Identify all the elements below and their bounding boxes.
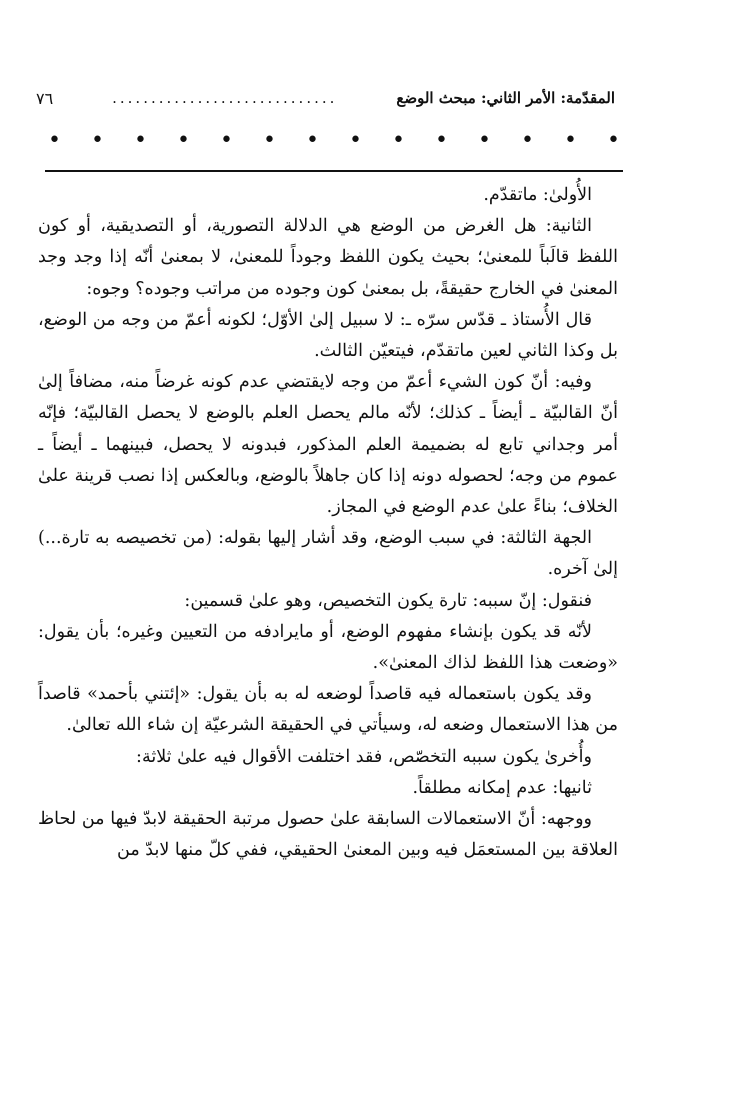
ornament-dot: • [91, 128, 104, 153]
ornament-dot: • [134, 128, 147, 153]
ornament-dot: • [263, 128, 276, 153]
body-paragraph: ووجهه: أنّ الاستعمالات السابقة علىٰ حصول مرتبة الحقيقة لابدّ فيها من لحاظ العلاقة بين المستعمَل فيه وبين المعنىٰ الحقيقي، ففي كلّ منها لابدّ من [38, 809, 618, 861]
header-rule [45, 170, 623, 172]
ornament-dot: • [521, 128, 534, 153]
page-number: ٧٦ [36, 88, 54, 108]
ornament-row [48, 126, 620, 156]
body-paragraph: وفيه: أنّ كون الشيء أعمّ من وجه لايقتضي عدم كونه غرضاً منه، مضافاً إلىٰ أنّ القالبيّة ـ أيضاً ـ كذلك؛ لأنّه مالم يحصل العلم بالوضع لا يحصل القالبيّة؛ فإنّه أمر وجداني تابع له بضميمة العلم المذكور، فبدونه لا يحصل، فبينهما ـ أيضاً ـ عموم من وجه؛ لحصوله دونه إذا كان جاهلاً بالوضع، وبالعكس إذا نصب قرينة علىٰ الخلاف؛ بناءً علىٰ عدم الوضع في المجاز. [38, 372, 618, 518]
body-paragraph: لأنّه قد يكون بإنشاء مفهوم الوضع، أو مايرادفه من التعيين وغيره؛ بأن يقول: «وضعت هذا اللفظ لذاك المعنىٰ». [38, 621, 618, 674]
running-title: المقدّمة: الأمر الثاني: مبحث الوضع [396, 89, 615, 107]
ornament-dot: • [392, 128, 405, 153]
body-paragraph: ثانيها: عدم إمكانه مطلقاً. [412, 777, 592, 798]
ornament-dot: • [220, 128, 233, 153]
body-paragraph: الثانية: هل الغرض من الوضع هي الدلالة التصورية، أو التصديقية، أو كون اللفظ قالَباً للمعنىٰ؛ بحيث يكون اللفظ وجوداً للمعنىٰ، لا بمعنىٰ أنّه إذا وجد وجد المعنىٰ في الخارج حقيقةً، بل بمعنىٰ كون وجوده من مراتب وجوده؟ وجوه: [38, 216, 618, 299]
ornament-dot: • [435, 128, 448, 153]
body-paragraph: فنقول: إنّ سببه: تارة يكون التخصيص، وهو علىٰ قسمين: [184, 590, 592, 611]
ornament-dot: • [306, 128, 319, 153]
body-paragraph: الأُولىٰ: ماتقدّم. [483, 185, 592, 205]
body-text [38, 180, 618, 866]
page-header [30, 84, 615, 112]
ornament-dot: • [349, 128, 362, 153]
ornament-dot: • [478, 128, 491, 153]
ornament-dot: • [48, 128, 61, 153]
body-paragraph: قال الأُستاذ ـ قدّس سرّه ـ: لا سبيل إلىٰ الأوّل؛ لكونه أعمّ من وجه من الوضع، بل وكذا الثاني لعين ماتقدّم، فيتعيّن الثالث. [38, 309, 618, 362]
body-paragraph: الجهة الثالثة: في سبب الوضع، وقد أشار إليها بقوله: (من تخصيصه به تارة...) إلىٰ آخره. [38, 528, 618, 580]
ornament-dot: • [607, 128, 620, 153]
ornament-dot: • [564, 128, 577, 153]
ornament-dot: • [177, 128, 190, 153]
body-paragraph: وأُخرىٰ يكون سببه التخصّص، فقد اختلفت الأقوال فيه علىٰ ثلاثة: [136, 746, 592, 767]
header-leader-dots: ............................. [112, 89, 338, 107]
body-paragraph: وقد يكون باستعماله فيه قاصداً لوضعه له به بأن يقول: «إئتني بأحمد» قاصداً من هذا الاستعمال وضعه له، وسيأتي في الحقيقة الشرعيّة إن شاء الله تعالىٰ. [38, 684, 618, 736]
